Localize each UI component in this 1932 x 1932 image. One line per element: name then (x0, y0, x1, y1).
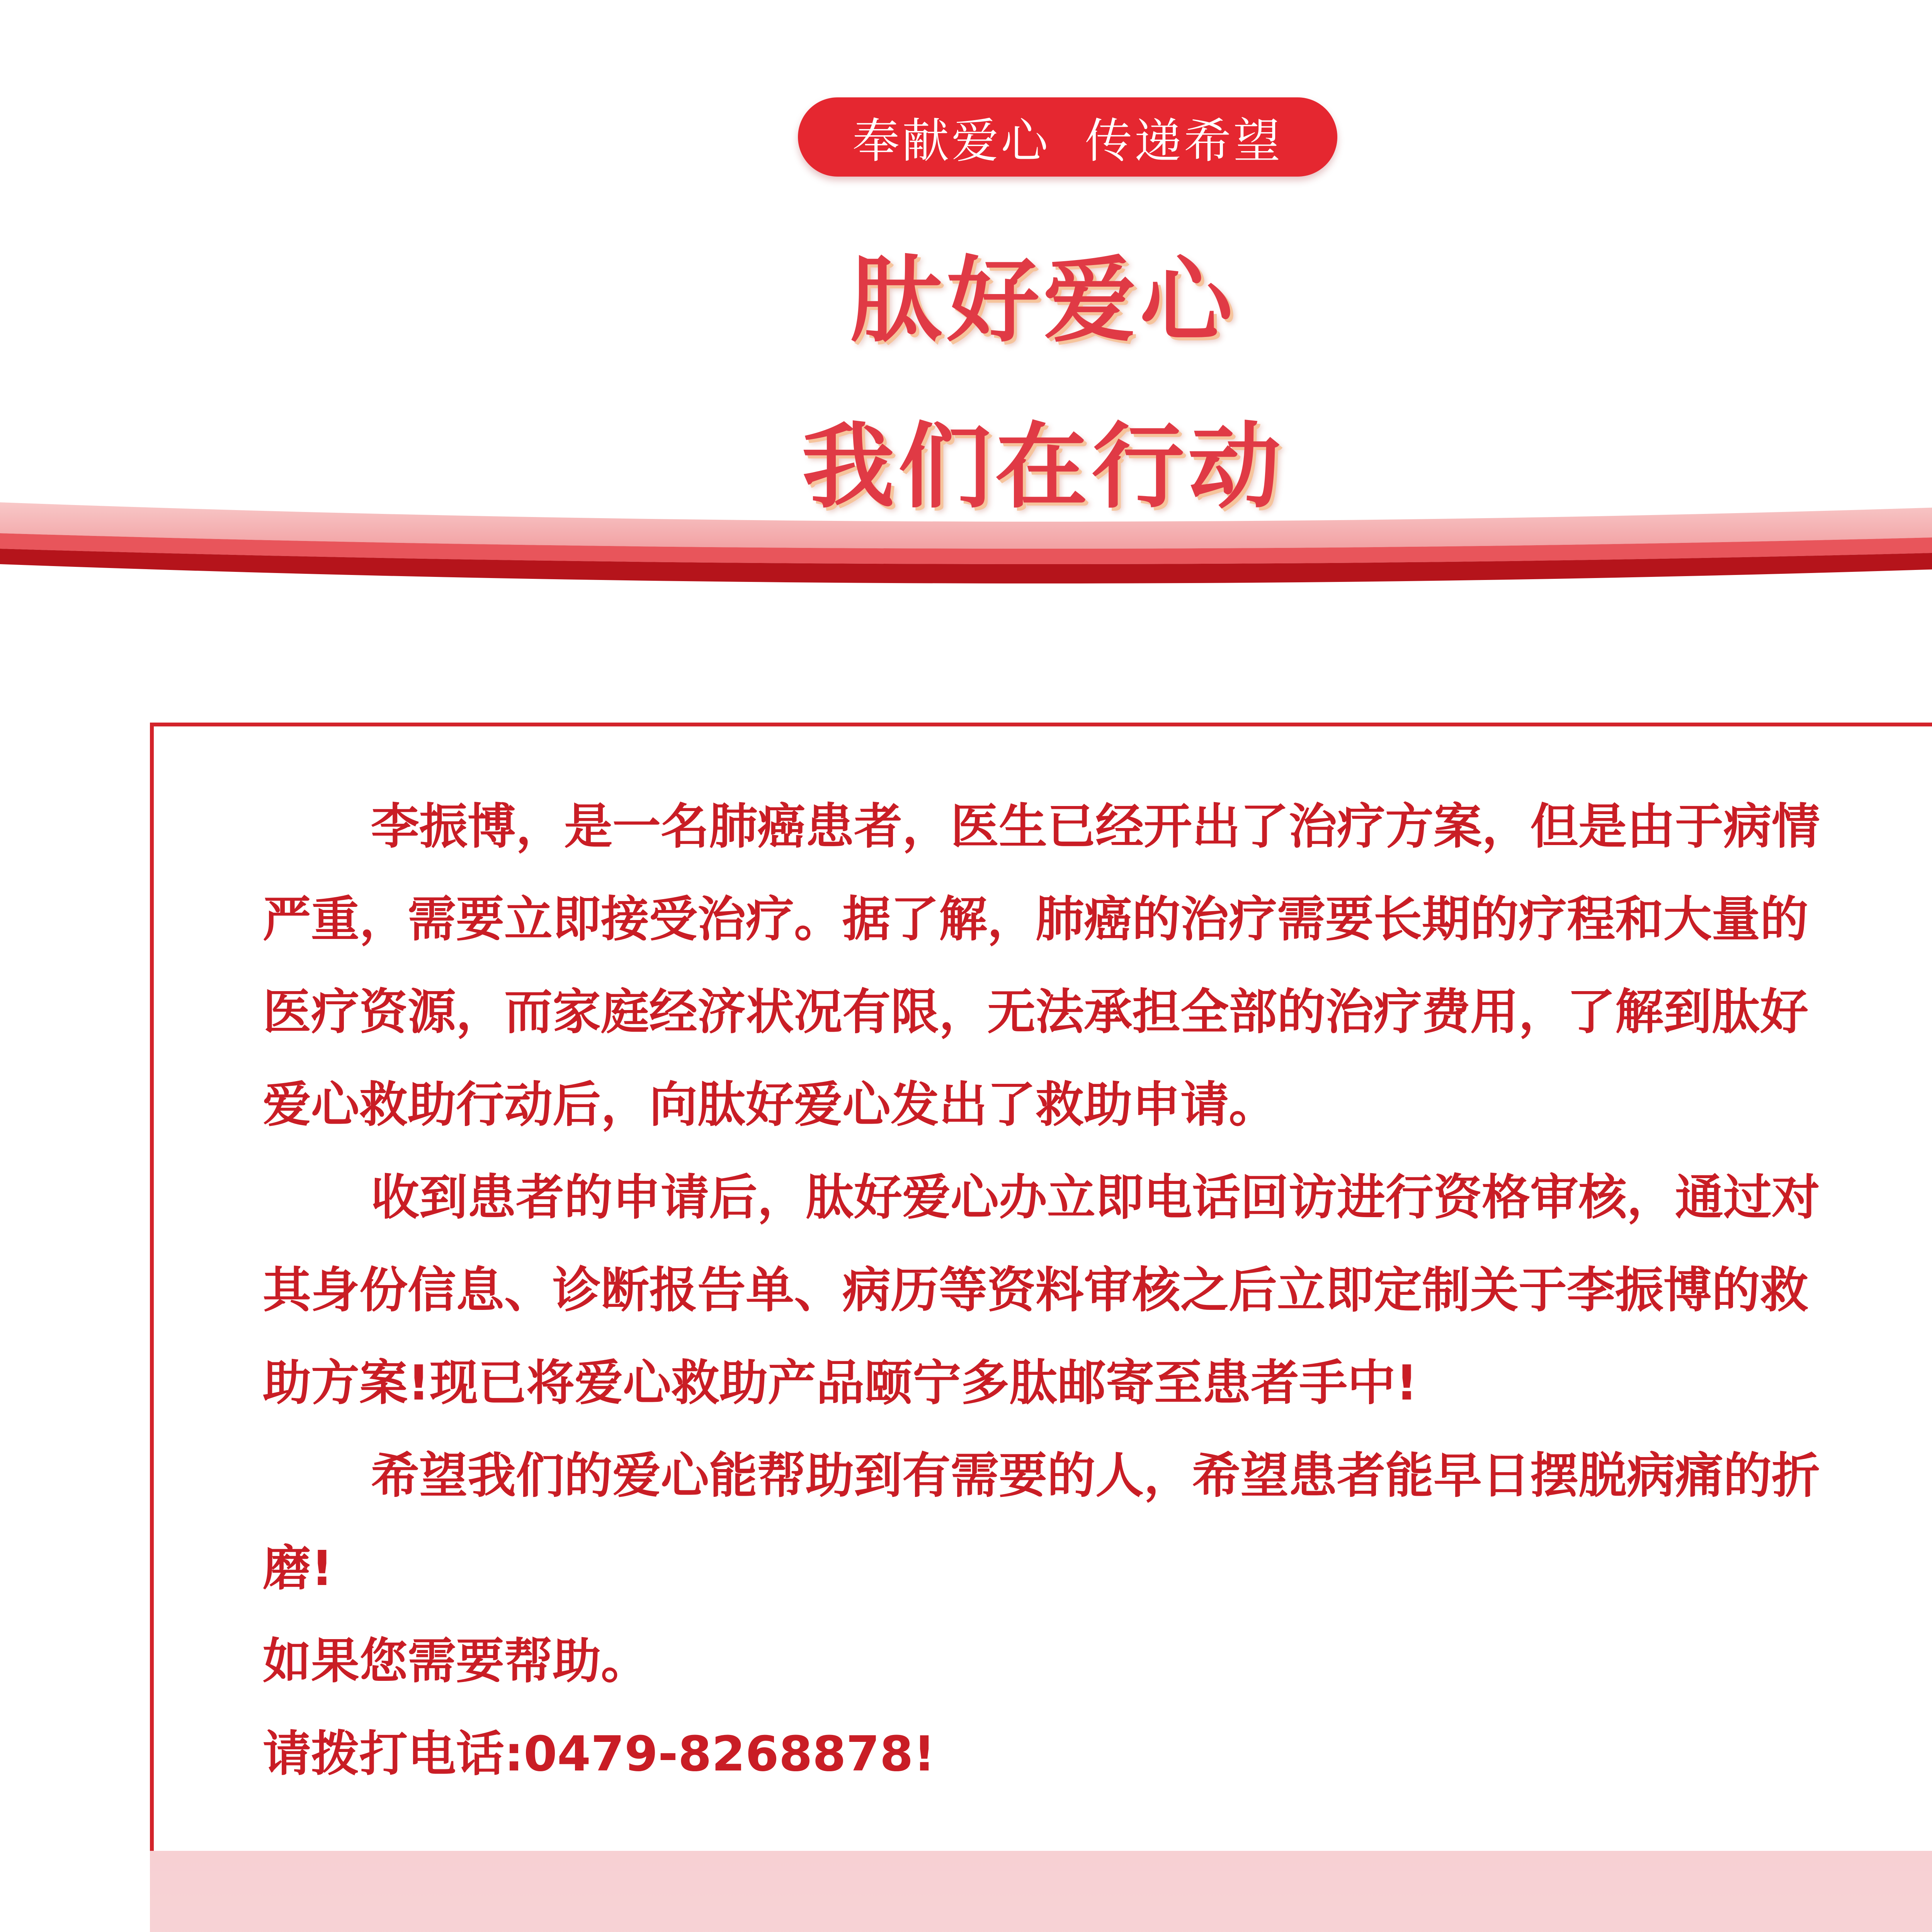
header-wave-decoration (0, 487, 1932, 611)
promo-illustration (150, 1851, 1932, 1932)
page-title-line2: 我们在行动 (801, 413, 1285, 521)
message-paragraph-2: 收到患者的申请后，肽好爱心办立即电话回访进行资格审核，通过对其身份信息、诊断报告单、病历等资料审核之后立即定制关于李振博的救助方案!现已将爱心救助产品颐宁多肽邮寄至患者手中! (263, 1170, 1820, 1411)
message-text (263, 781, 1824, 1801)
help-line: 如果您需要帮助。 (263, 1633, 649, 1689)
phone-line: 请拨打电话:0479-8268878! (263, 1726, 935, 1782)
page-title-line1: 肽好爱心 (850, 247, 1236, 355)
promo-panel (150, 1851, 1932, 1932)
message-paragraph-3: 希望我们的爱心能帮助到有需要的人，希望患者能早日摆脱病痛的折磨! (263, 1448, 1820, 1597)
slogan-badge: 奉献爱心 传递希望 (798, 97, 1337, 177)
message-paragraph-1: 李振博，是一名肺癌患者，医生已经开出了治疗方案，但是由于病情严重，需要立即接受治疗。据了解，肺癌的治疗需要长期的疗程和大量的医疗资源，而家庭经济状况有限，无法承担全部的治疗费用，了解到肽好爱心救助行动后，向肽好爱心发出了救助申请。 (263, 799, 1820, 1133)
